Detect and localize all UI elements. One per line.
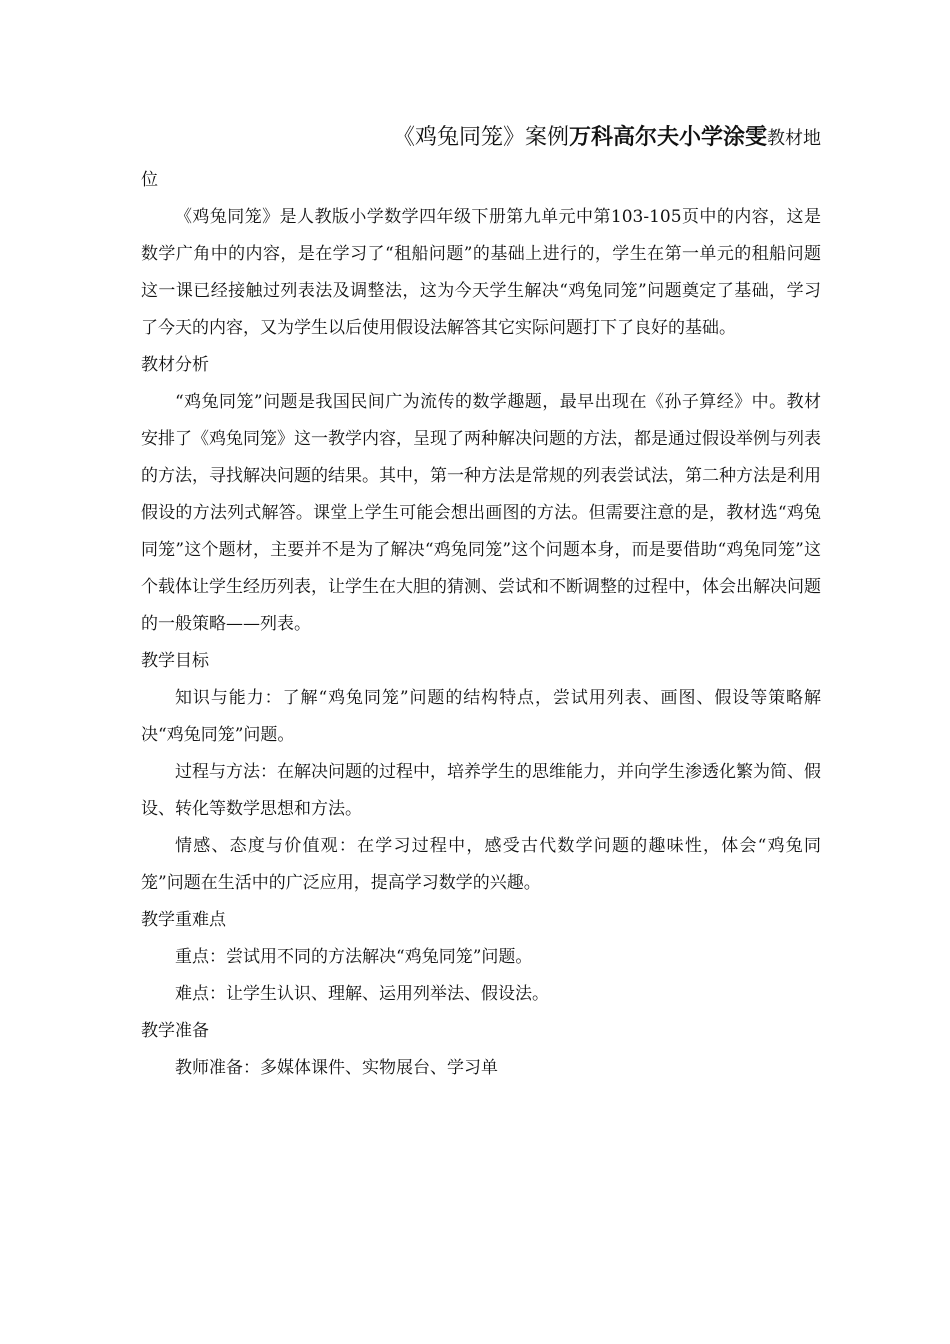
section-material-analysis bbox=[141, 347, 821, 643]
paragraph: 知识与能力：了解“鸡兔同笼”问题的结构特点，尝试用列表、画图、假设等策略解决“鸡兔同笼”问题。 bbox=[141, 688, 821, 745]
document-title bbox=[141, 114, 821, 162]
paragraph: 《鸡兔同笼》是人教版小学数学四年级下册第九单元中第103-105页中的内容，这是数学广角中的内容，是在学习了“租船问题”的基础上进行的，学生在第一单元的租船问题这一课已经接触过列表法及调整法，这为今天学生解决“鸡兔同笼”问题奠定了基础，学习了今天的内容，又为学生以后使用假设法解答其它实际问题打下了良好的基础。 bbox=[141, 207, 821, 338]
section-heading: 教学准备 bbox=[141, 1021, 209, 1041]
section-heading: 教学重难点 bbox=[141, 910, 226, 930]
title-section-start: 教材地 bbox=[767, 128, 821, 149]
paragraph: 教师准备：多媒体课件、实物展台、学习单 bbox=[175, 1058, 498, 1078]
section-teaching-preparation bbox=[141, 1013, 821, 1087]
section-heading: 教材分析 bbox=[141, 355, 209, 375]
paragraph: 难点：让学生认识、理解、运用列举法、假设法。 bbox=[175, 984, 549, 1004]
section-key-difficult-points bbox=[141, 902, 821, 1013]
paragraph: “鸡兔同笼”问题是我国民间广为流传的数学趣题，最早出现在《孙子算经》中。教材安排了《鸡兔同笼》这一教学内容，呈现了两种解决问题的方法，都是通过假设举例与列表的方法，寻找解决问题的结果。其中，第一种方法是常规的列表尝试法，第二种方法是利用假设的方法列式解答。课堂上学生可能会想出画图的方法。但需要注意的是，教材选“鸡兔同笼”这个题材，主要并不是为了解决“鸡兔同笼”这个问题本身，而是要借助“鸡兔同笼”这个载体让学生经历列表，让学生在大胆的猜测、尝试和不断调整的过程中，体会出解决问题的一般策略——列表。 bbox=[141, 392, 821, 634]
paragraph: 过程与方法：在解决问题的过程中，培养学生的思维能力，并向学生渗透化繁为简、假设、转化等数学思想和方法。 bbox=[141, 762, 821, 819]
section-position bbox=[141, 162, 821, 347]
section-heading: 位 bbox=[141, 170, 158, 190]
title-school-author: 万科高尔夫小学涂雯 bbox=[568, 125, 767, 150]
paragraph: 情感、态度与价值观：在学习过程中，感受古代数学问题的趣味性，体会“鸡兔同笼”问题在生活中的广泛应用，提高学习数学的兴趣。 bbox=[141, 836, 821, 893]
section-heading: 教学目标 bbox=[141, 651, 209, 671]
title-main: 《鸡兔同笼》案例 bbox=[392, 125, 569, 150]
document-page bbox=[141, 114, 821, 1087]
paragraph: 重点：尝试用不同的方法解决“鸡兔同笼”问题。 bbox=[175, 947, 533, 967]
section-teaching-goals bbox=[141, 643, 821, 902]
